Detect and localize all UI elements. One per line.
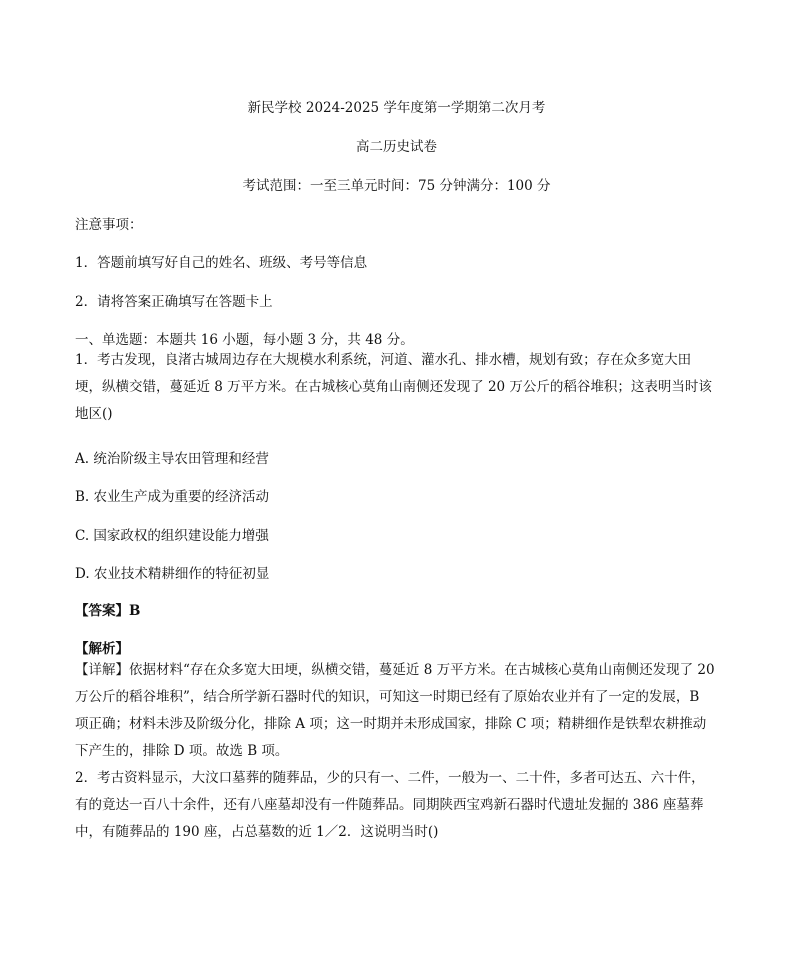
school-title: 新民学校 2024-2025 学年度第一学期第二次月考 — [247, 100, 546, 116]
notes-heading: 注意事项： — [75, 217, 143, 233]
question-1-analysis: 【详解】依据材料“存在众多宽大田埂，纵横交错，蔓延近 8 万平方米。在古城核心莫角山南侧还发现了 20 万公斤的稻谷堆积”，结合所学新石器时代的知识，可知这一时期已经有了原始农业并有了一定的发展，B 项正确；材料未涉及阶级分化，排除 A 项；这一时期并未形成国家，排除 C 项；精耕细作是铁犁农耕推动下产生的，排除 D 项。故选 B 项。 — [75, 662, 715, 759]
notes-item: 2．请将答案正确填写在答题卡上 — [75, 294, 273, 310]
paper-title: 高二历史试卷 — [356, 139, 437, 155]
question-1-option-b: B. 农业生产成为重要的经济活动 — [75, 489, 270, 505]
exam-info: 考试范围：一至三单元时间：75 分钟满分：100 分 — [242, 178, 551, 194]
question-1-option-a: A. 统治阶级主导农田管理和经营 — [75, 451, 269, 467]
question-1-analysis-heading: 【解析】 — [75, 641, 129, 657]
question-1-stem: 1．考古发现，良渚古城周边存在大规模水利系统，河道、灌水孔、排水槽，规划有致；存在众多宽大田埂，纵横交错，蔓延近 8 万平方米。在古城核心莫角山南侧还发现了 20 万公斤的稻谷堆积；这表明当时该地区() — [75, 352, 712, 422]
question-1-option-c: C. 国家政权的组织建设能力增强 — [75, 528, 269, 544]
notes-item: 1．答题前填写好自己的姓名、班级、考号等信息 — [75, 255, 368, 271]
question-2-stem: 2．考古资料显示，大汶口墓葬的随葬品，少的只有一、二件，一般为一、二十件，多者可达五、六十件，有的竟达一百八十余件，还有八座墓却没有一件随葬品。同期陕西宝鸡新石器时代遗址发掘的 386 座墓葬中，有随葬品的 190 座，占总墓数的近 1／2．这说明当时() — [75, 770, 705, 840]
question-1-answer: 【答案】B — [75, 603, 141, 619]
section-heading: 一、单选题：本题共 16 小题，每小题 3 分，共 48 分。 — [75, 332, 414, 348]
question-1-option-d: D. 农业技术精耕细作的特征初显 — [75, 566, 270, 582]
